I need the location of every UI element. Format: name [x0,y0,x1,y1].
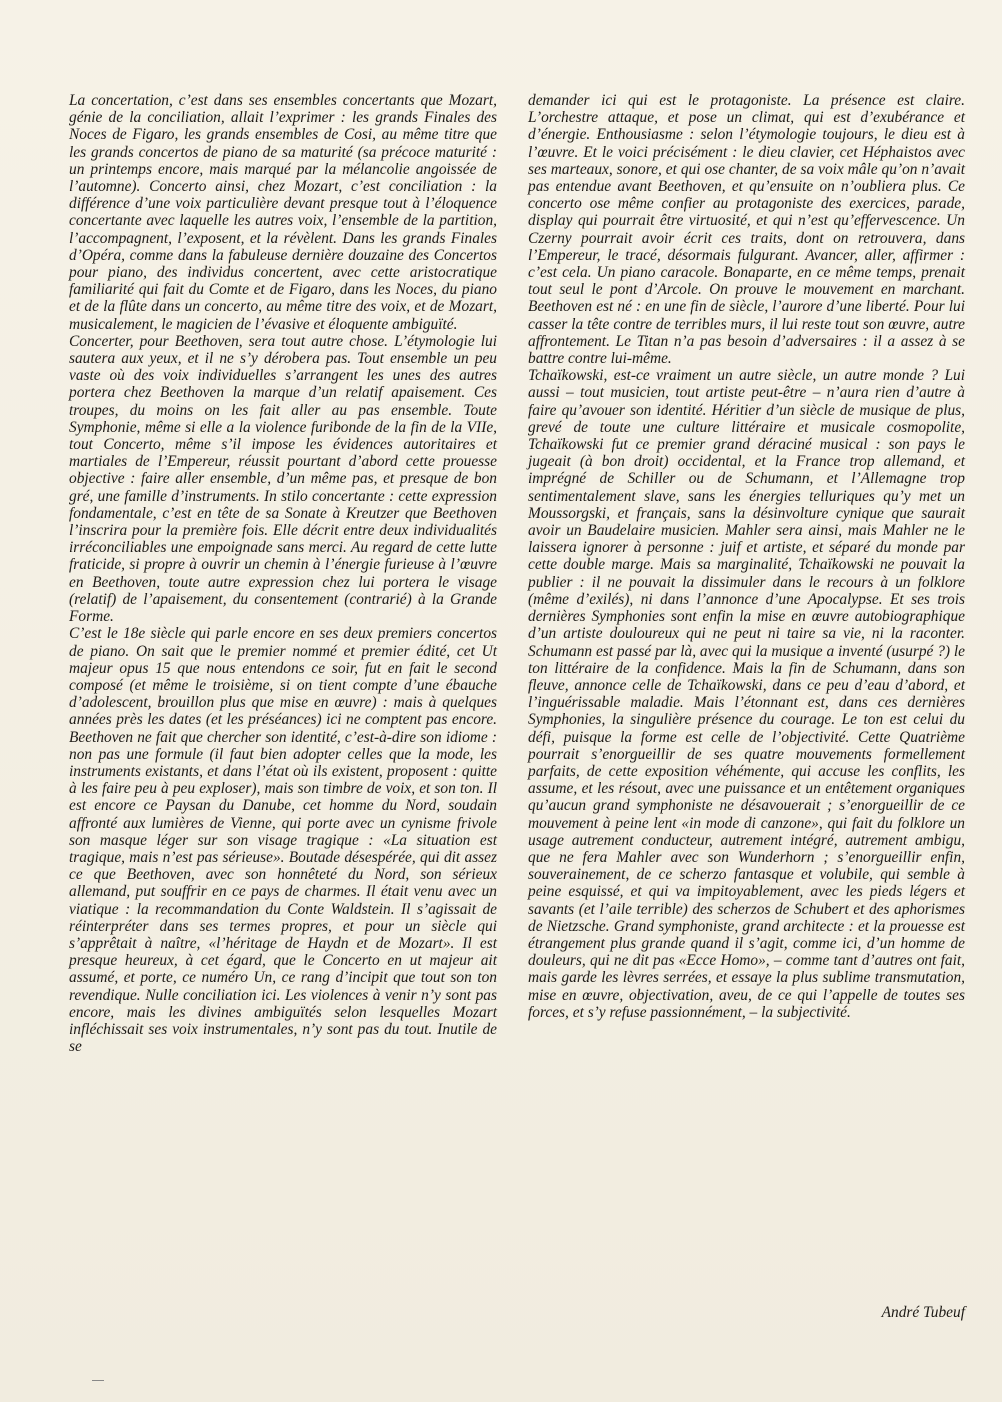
paragraph: C’est le 18e siècle qui parle encore en ses deux premiers concertos de piano. On sait que le premier nommé et premier édité, cet Ut majeur opus 15 que nous entendons ce soir, fut en fait le second composé (et même le troisième, si on tient compte d’une ébauche d’adolescent, brouillon plus que mise en œuvre) : mais à quelques années près les dates (et les préséances) ici ne comptent pas encore. Beethoven ne fait que chercher son identité, c’est-à-dire son idiome : non pas une formule (il faut bien adopter celles que la mode, les instruments existants, et dans l’état où ils existent, proposent : quitte à les faire peu à peu exploser), mais son timbre de voix, et son ton. Il est encore ce Paysan du Danube, cet homme du Nord, soudain affronté aux lumières de Vienne, qui porte avec un cynisme frivole son masque léger sur son visage tragique : «La situation est tragique, mais n’est pas sérieuse». Boutade désespérée, qui dit assez ce que Beethoven, avec son honnêteté du Nord, son sérieux allemand, put souffrir en ce pays de charmes. Il était venu avec un viatique : la recommandation du Conte Waldstein. Il s’agissait de réinterpréter dans ses termes propres, et pour un siècle qui s’apprêtait à naître, «l’héritage de Haydn et de Mozart». Il est presque heureux, à cet égard, que le Concerto en ut majeur ait assumé, et porte, ce numéro Un, ce rang d’incipit que tout son ton revendique. Nulle conciliation ici. Les violences à venir n’y sont pas encore, mais les divines ambiguïtés selon lesquelles Mozart infléchissait ses voix instrumentales, n’y sont pas du tout. Inutile de se [69,625,497,1056]
paragraph: Concerter, pour Beethoven, sera tout autre chose. L’étymologie lui sautera aux yeux, et il ne s’y dérobera pas. Tout ensemble un peu vaste où des voix individuelles s’arrangent les unes des autres portera chez Beethoven la marque d’un relatif apaisement. Ces troupes, du moins on les fait aller au pas ensemble. Toute Symphonie, même si elle a la violence furibonde de la fin de la VIIe, tout Concerto, même s’il impose les évidences autoritaires et martiales de l’Empereur, réussit pourtant d’abord cette prouesse objective : faire aller ensemble, d’un même pas, et presque de bon gré, une famille d’instruments. In stilo concertante : cette expression fondamentale, c’est en tête de sa Sonate à Kreutzer que Beethoven l’inscrira pour la première fois. Elle décrit entre deux individualités irréconciliables une empoignade sans merci. Au regard de cette lutte fraticide, si propre à ouvrir un chemin à l’énergie furieuse à l’œuvre en Beethoven, toute autre expression chez lui portera le visage (relatif) de l’apaisement, du consentement (contrarié) à la Grande Forme. [69,332,497,626]
paragraph: La concertation, c’est dans ses ensembles concertants que Mozart, génie de la conciliation, allait l’exprimer : les grands Finales des Noces de Figaro, les grands ensembles de Cosi, au même titre que les grands concertos de piano de sa maturité (sa précoce maturité : un printemps encore, mais marqué par la mélancolie angoissée de l’automne). Concerto ainsi, chez Mozart, c’est conciliation : la différence d’une voix particulière devant presque tout à l’éloquence concertante avec laquelle les autres voix, l’ensemble de la partition, l’accompagnent, l’exposent, et la révèlent. Dans les grands Finales d’Opéra, comme dans la fabuleuse dernière douzaine des Concertos pour piano, des individus concertent, avec cette aristocratique familiarité qui fait du Comte et de Figaro, dans les Noces, du piano et de la flûte dans un concerto, au même titre des voix, et de Mozart, musicalement, le magicien de l’évasive et éloquente ambiguïté. [69,92,497,333]
right-column [528,92,965,1021]
page-mark [92,1380,104,1381]
paragraph: Tchaïkowski, est-ce vraiment un autre siècle, un autre monde ? Lui aussi – tout musicien, tout artiste peut-être – n’aura rien d’autre à faire qu’avouer son identité. Héritier d’un siècle de musique de plus, grevé de toute une culture littéraire et musicale cosmopolite, Tchaïkowski fut ce premier grand déraciné musical : son pays le jugeait (à bon droit) occidental, et la France trop allemand, et imprégné de Schiller ou de Schumann, et l’Allemagne trop sentimentalement slave, sans les énergies telluriques qu’y met un Moussorgski, et français, sans la désinvolture cynique que saurait avoir un Baudelaire musicien. Mahler sera ainsi, mais Mahler ne le laissera ignorer à personne : juif et artiste, et séparé du monde par cette double marge. Mais sa marginalité, Tchaïkowski ne pouvait la publier : il ne pouvait la dissimuler dans le recours à un folklore (même d’exilés), ni dans l’annonce d’une Apocalypse. Et ses trois dernières Symphonies sont enfin la mise en œuvre autobiographique d’un artiste douloureux qui ne peut ni taire sa vie, ni la raconter. Schumann est passé par là, avec qui la musique a inventé (usurpé ?) le ton littéraire de la confidence. Mais la fin de Schumann, dans son fleuve, annonce celle de Tchaïkowski, dans ce peu d’eau d’abord, et l’inguérissable maladie. Mais l’étonnant est, dans ces dernières Symphonies, la singulière présence du courage. Le ton est celui du défi, puisque la forme est celle de l’objectivité. Cette Quatrième pourrait s’enorgueillir de ses quatre mouvements formellement parfaits, de cette exposition véhémente, qui accuse les conflits, les assume, et les résout, avec une puissance et un entêtement organiques qu’aucun grand symphoniste ne désavouerait ; s’enorgueillir de ce mouvement à peine lent «in mode di canzone», qui fait du folklore un usage autrement conducteur, autrement intégré, autrement ambigu, que ne fera Mahler avec son Wunderhorn ; s’enorgueillir enfin, souverainement, de ce scherzo fantasque et volubile, qui semble à peine esquissé, et qui va impitoyablement, avec les pieds légers et savants (et l’aile terrible) des scherzos de Schubert et des aphorismes de Nietzsche. Grand symphoniste, grand architecte : et la prouesse est étrangement plus grande quand il s’agit, comme ici, d’un homme de douleurs, qui ne dit pas «Ecce Homo», – comme tant d’autres ont fait, mais garde les lèvres serrées, et essaye la plus sublime transmutation, mise en œuvre, objectivation, aveu, de ce qui l’appelle de toutes ses forces, et s’y refuse passionnément, – la subjectivité. [528,367,965,1021]
author-signature: André Tubeuf [881,1304,965,1321]
paragraph: demander ici qui est le protagoniste. La présence est claire. L’orchestre attaque, et pose un climat, qui est d’exubérance et d’énergie. Enthousiasme : selon l’étymologie toujours, le dieu est à l’œuvre. Et le voici précisément : le dieu clavier, cet Héphaistos avec ses marteaux, sonore, et qui ose chanter, de sa voix mâle qu’on n’avait pas entendue avant Beethoven, et qu’ensuite on n’oubliera plus. Ce concerto ose même confier au protagoniste des exercices, parade, display qui pourrait être virtuosité, et qui n’est qu’effervescence. Un Czerny pourrait avoir écrit ces traits, dont on retrouvera, dans l’Empereur, le tracé, désormais fulgurant. Avancer, aller, affirmer : c’est cela. Un piano caracole. Bonaparte, en ce même temps, prenait tout seul le pont d’Arcole. On prouve le mouvement en marchant. Beethoven est né : en une fin de siècle, l’aurore d’une liberté. Pour lui casser la tête contre de terribles murs, il lui reste tout son œuvre, autre affrontement. Le Titan n’a pas besoin d’adversaires : il a assez à se battre contre lui-même. [528,92,965,368]
left-column [69,92,497,1055]
